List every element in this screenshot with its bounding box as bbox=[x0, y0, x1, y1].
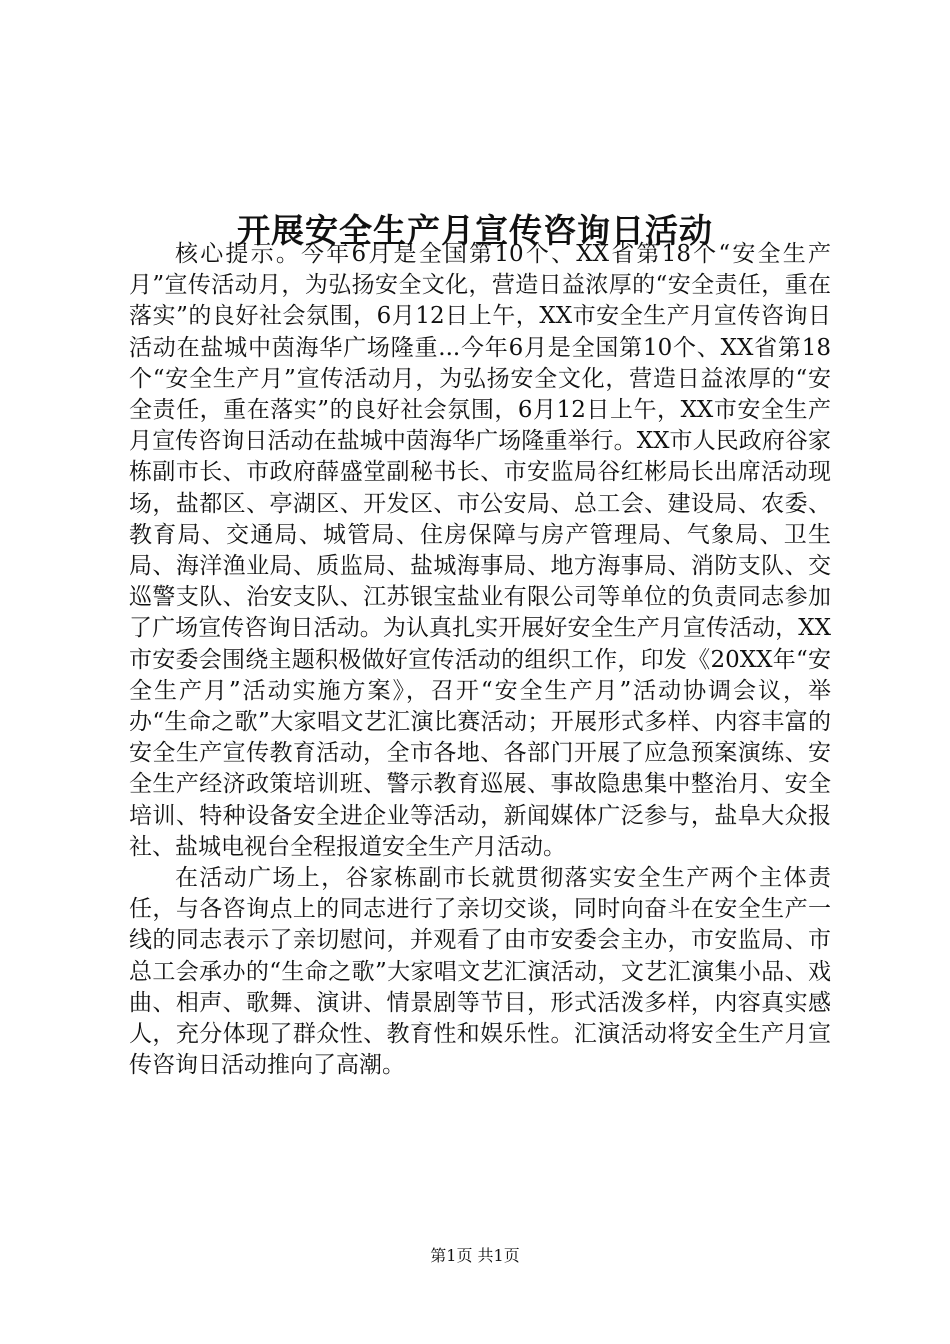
paragraph-2: 在活动广场上，谷家栋副市长就贯彻落实安全生产两个主体责任，与各咨询点上的同志进行了亲切交谈，同时向奋斗在安全生产一线的同志表示了亲切慰问，并观看了由市安委会主办，市安监局、市总工会承办的“生命之歌”大家唱文艺汇演活动，文艺汇演集小品、戏曲、相声、歌舞、演讲、情景剧等节目，形式活泼多样，内容真实感人，充分体现了群众性、教育性和娱乐性。汇演活动将安全生产月宣传咨询日活动推向了高潮。 bbox=[129, 865, 831, 1079]
document-title: 开展安全生产月宣传咨询日活动 bbox=[237, 211, 713, 251]
paragraph-1: 核心提示。今年6月是全国第10个、XX省第18个“安全生产月”宣传活动月，为弘扬安全文化，营造日益浓厚的“安全责任，重在落实”的良好社会氛围，6月12日上午，XX市安全生产月宣传咨询日活动在盐城中茵海华广场隆重...今年6月是全国第10个、XX省第18个“安全生产月”宣传活动月，为弘扬安全文化，营造日益浓厚的“安全责任，重在落实”的良好社会氛围，6月12日上午，XX市安全生产月宣传咨询日活动在盐城中茵海华广场隆重举行。XX市人民政府谷家栋副市长、市政府薛盛堂副秘书长、市安监局谷红彬局长出席活动现场，盐都区、亭湖区、开发区、市公安局、总工会、建设局、农委、教育局、交通局、城管局、住房保障与房产管理局、气象局、卫生局、海洋渔业局、质监局、盐城海事局、地方海事局、消防支队、交巡警支队、治安支队、江苏银宝盐业有限公司等单位的负责同志参加了广场宣传咨询日活动。为认真扎实开展好安全生产月宣传活动，XX市安委会围绕主题积极做好宣传活动的组织工作，印发《20XX年“安全生产月”活动实施方案》，召开“安全生产月”活动协调会议，举办“生命之歌”大家唱文艺汇演比赛活动；开展形式多样、内容丰富的安全生产宣传教育活动，全市各地、各部门开展了应急预案演练、安全生产经济政策培训班、警示教育巡展、事故隐患集中整治月、安全培训、特种设备安全进企业等活动，新闻媒体广泛参与，盐阜大众报社、盐城电视台全程报道安全生产月活动。 bbox=[129, 241, 831, 860]
page-number-footer: 第1页 共1页 bbox=[430, 1246, 520, 1265]
document-body bbox=[129, 239, 831, 1081]
